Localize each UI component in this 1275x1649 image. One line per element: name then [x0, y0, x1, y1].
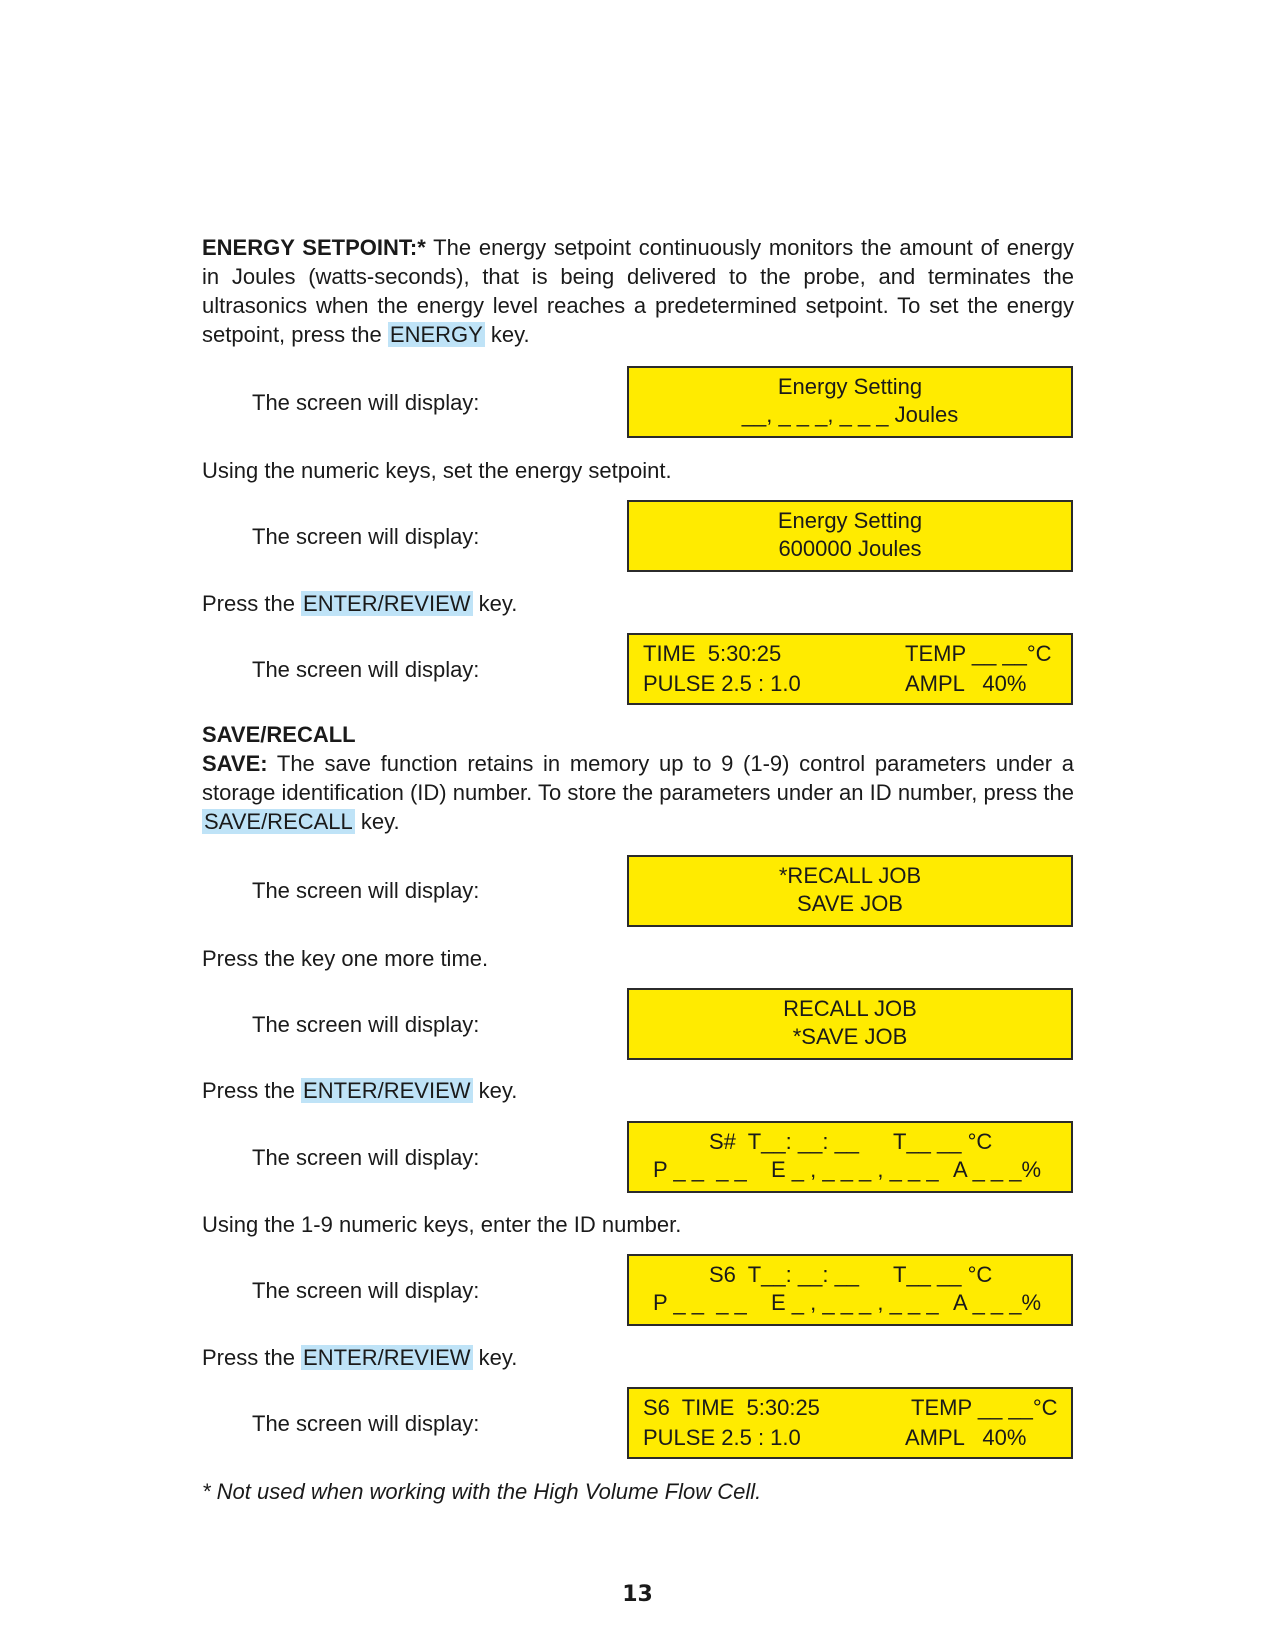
lcd-time: TIME 5:30:25 — [643, 641, 782, 666]
screen-label-3: The screen will display: — [252, 657, 480, 682]
step-press-again: Press the key one more time. — [202, 946, 489, 971]
lcd-pulse: PULSE 2.5 : 1.0 — [643, 1425, 801, 1450]
lcd-ampl: AMPL 40% — [905, 1425, 1027, 1450]
lcd-line-2: SAVE JOB — [797, 891, 903, 916]
step-press-enter-1 — [202, 589, 517, 618]
lcd-energy-setting-value — [627, 500, 1073, 572]
screen-label-5: The screen will display: — [252, 1012, 480, 1037]
screen-label-7: The screen will display: — [252, 1278, 480, 1303]
lcd-slot-ampl: A _ _ _% — [953, 1290, 1042, 1315]
step-enter-id: Using the 1-9 numeric keys, enter the ID number. — [202, 1212, 682, 1237]
footnote: * Not used when working with the High Volume Flow Cell. — [202, 1479, 762, 1504]
page-number: 13 — [622, 1582, 653, 1607]
energy-setpoint-body: The energy setpoint continuously monitors the amount of energy in Joules (watts-seconds), that is being delivered to the probe, and terminates the ultrasonics when the energy level reaches a predetermined setpoint. To set the energy setpoint, press the — [202, 235, 1074, 347]
screen-label-2: The screen will display: — [252, 524, 480, 549]
step-text: Press the — [202, 1345, 302, 1370]
lcd-run-status — [627, 633, 1073, 705]
step-text-suffix: key. — [472, 591, 518, 616]
lcd-line-1: Energy Setting — [777, 374, 923, 399]
screen-label-6: The screen will display: — [252, 1145, 480, 1170]
lcd-energy-setting-blank — [627, 366, 1073, 438]
screen-label-1: The screen will display: — [252, 390, 480, 415]
step-text-suffix: key. — [472, 1078, 518, 1103]
lcd-line-1: Energy Setting — [777, 508, 923, 533]
save-key-suffix: key. — [354, 809, 400, 834]
energy-setpoint-paragraph — [202, 233, 1074, 349]
lcd-slot-temp: T__ __ °C — [893, 1129, 993, 1154]
lcd-save-selected — [627, 988, 1073, 1060]
step-text: Press the — [202, 591, 302, 616]
save-paragraph — [202, 749, 1074, 836]
lcd-recall-selected — [627, 855, 1073, 927]
lcd-slot-pulse: P _ _ _ _ — [653, 1157, 747, 1182]
lcd-slot-temp: T__ __ °C — [893, 1262, 993, 1287]
step-press-enter-2 — [202, 1076, 517, 1105]
lcd-slot-time: S# T__: __: __ — [709, 1129, 860, 1154]
lcd-save-slot-6 — [627, 1254, 1073, 1326]
screen-label-8: The screen will display: — [252, 1411, 480, 1436]
energy-key-highlight: ENERGY — [389, 322, 483, 347]
enter-review-key-highlight: ENTER/REVIEW — [303, 1078, 471, 1103]
enter-review-key-highlight: ENTER/REVIEW — [303, 591, 471, 616]
save-title: SAVE: — [202, 751, 268, 776]
lcd-slot-pulse: P _ _ _ _ — [653, 1290, 747, 1315]
enter-review-key-highlight: ENTER/REVIEW — [303, 1345, 471, 1370]
save-recall-key-highlight: SAVE/RECALL — [204, 809, 353, 834]
save-recall-heading: SAVE/RECALL — [202, 722, 356, 747]
step-numeric-keys: Using the numeric keys, set the energy setpoint. — [202, 458, 672, 483]
lcd-line-2: __, _ _ _, _ _ _ Joules — [741, 402, 959, 427]
lcd-pulse: PULSE 2.5 : 1.0 — [643, 671, 801, 696]
lcd-slot-energy: E _ , _ _ _ , _ _ _ — [771, 1157, 939, 1182]
lcd-saved-status — [627, 1387, 1073, 1459]
step-text: Press the — [202, 1078, 302, 1103]
lcd-line-2: 600000 Joules — [778, 536, 922, 561]
energy-setpoint-title: ENERGY SETPOINT:* — [202, 235, 426, 260]
step-press-enter-3 — [202, 1343, 517, 1372]
step-text-suffix: key. — [472, 1345, 518, 1370]
lcd-line-1: RECALL JOB — [783, 996, 917, 1021]
lcd-line-1: *RECALL JOB — [778, 863, 922, 888]
lcd-ampl: AMPL 40% — [905, 671, 1027, 696]
lcd-slot-ampl: A _ _ _% — [953, 1157, 1042, 1182]
lcd-slot-time: S6 T__: __: __ — [709, 1262, 860, 1287]
energy-key-suffix: key. — [484, 322, 530, 347]
lcd-line-2: *SAVE JOB — [792, 1024, 908, 1049]
lcd-temp: TEMP __ __°C — [911, 1395, 1058, 1420]
lcd-temp: TEMP __ __°C — [905, 641, 1052, 666]
screen-label-4: The screen will display: — [252, 878, 480, 903]
lcd-slot-energy: E _ , _ _ _ , _ _ _ — [771, 1290, 939, 1315]
lcd-save-slot-blank — [627, 1121, 1073, 1193]
save-body: The save function retains in memory up to 9 (1-9) control parameters under a storage identification (ID) number. To store the parameters under an ID number, press the — [202, 751, 1074, 805]
lcd-time: S6 TIME 5:30:25 — [643, 1395, 820, 1420]
